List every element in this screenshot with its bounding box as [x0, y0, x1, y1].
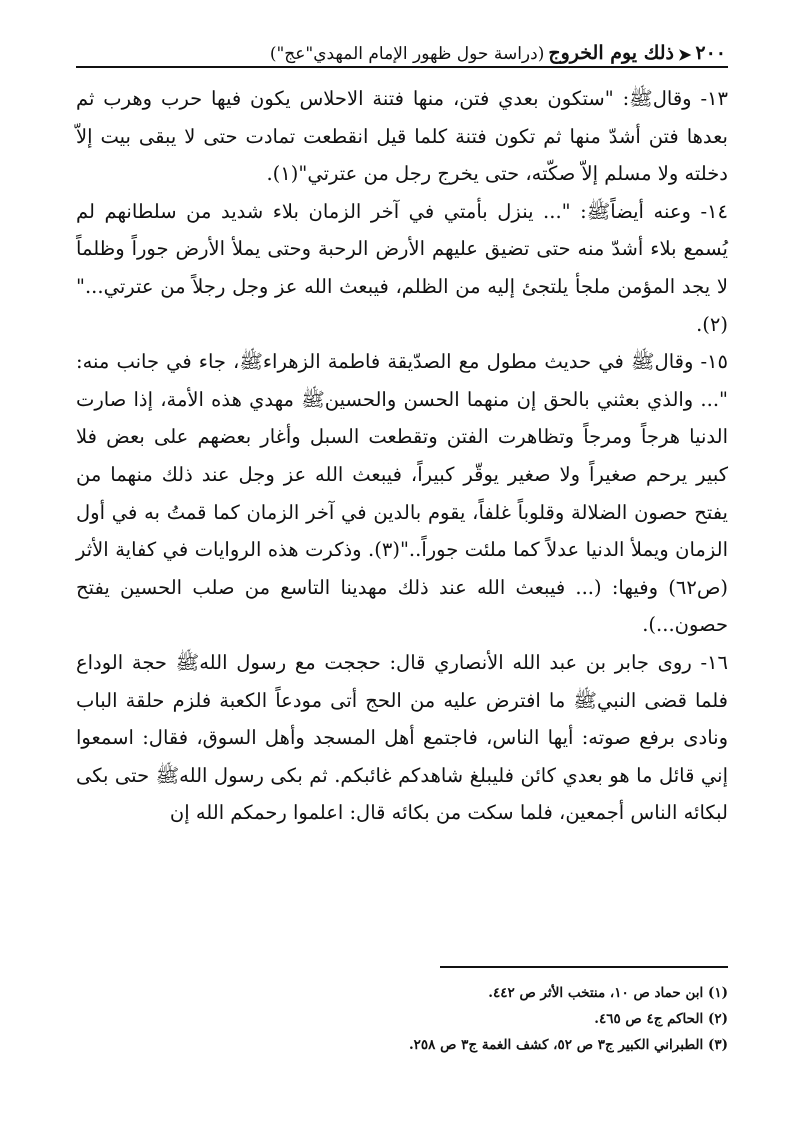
- footnotes: [76, 980, 728, 1058]
- header-divider: [76, 66, 728, 68]
- main-text: [76, 80, 728, 832]
- footnote-divider: [440, 966, 728, 968]
- paragraph-15: ١٥- وقالﷺ في حديث مطول مع الصدّيقة فاطمة الزهراءﷺ، جاء في جانب منه: "... والذي بعثني بالحق إن منهما الحسن والحسينﷺ مهدي هذه الأمة، إذا صارت الدنيا هرجاً ومرجاً وتظاهرت الفتن وتقطعت السبل وأغار بعضهم على بعض فلا كبير يرحم صغيراً ولا صغير يوقّر كبيراً، فيبعث الله عز وجل عند ذلك منهما من يفتح حصون الضلالة وقلوباً غلفاً، يقوم بالدين في آخر الزمان كما قمتُ به في أول الزمان ويملأ الدنيا عدلاً كما ملئت جوراً.."(٣). وذكرت هذه الروايات في كفاية الأثر (ص٦٢) وفيها: (... فيبعث الله عند ذلك مهدينا التاسع من صلب الحسين يفتح حصون...).: [76, 350, 728, 637]
- paragraph-13: ١٣- وقالﷺ: "ستكون بعدي فتن، منها فتنة الاحلاس يكون فيها حرب وهرب ثم بعدها فتن أشدّ منها ثم تكون فتنة كلما قيل انقطعت تمادت حتى لا يبقى بيت إلاّ دخلته ولا مسلم إلاّ صكّته، حتى يخرج رجل من عترتي"(١).: [76, 87, 728, 186]
- page-number: ٢٠٠: [695, 42, 726, 64]
- book-subtitle: (دراسة حول ظهور الإمام المهدي"عج"): [269, 44, 545, 64]
- arrow-icon: ➤: [677, 45, 692, 64]
- footnote-1: (١) ابن حماد ص ١٠، منتخب الأثر ص ٤٤٢.: [488, 985, 728, 1001]
- paragraph-16: ١٦- روى جابر بن عبد الله الأنصاري قال: حججت مع رسول اللهﷺ حجة الوداع فلما قضى النبيﷺ ما افترض عليه من الحج أتى مودعاً الكعبة فلزم حلقة الباب ونادى برفع صوته: أيها الناس، فاجتمع أهل المسجد وأهل السوق، فقال: اسمعوا إني قائل ما هو بعدي كائن فليبلغ شاهدكم غائبكم. ثم بكى رسول اللهﷺ حتى بكى لبكائه الناس أجمعين، فلما سكت من بكائه قال: اعلموا رحمكم الله إن: [76, 650, 728, 825]
- footnote-2: (٢) الحاكم ج٤ ص ٤٦٥.: [594, 1011, 728, 1027]
- book-title: ذلك يوم الخروج: [548, 42, 674, 64]
- footnote-3: (٣) الطبراني الكبير ج٣ ص ٥٢، كشف الغمة ج٣ ص ٢٥٨.: [408, 1037, 728, 1053]
- running-header: [269, 28, 726, 64]
- paragraph-14: ١٤- وعنه أيضاًﷺ: "... ينزل بأمتي في آخر الزمان بلاء شديد من سلطانهم لم يُسمع بلاء أشدّ منه حتى تضيق عليهم الأرض الرحبة وحتى يملأ الأرض جوراً وظلماً لا يجد المؤمن ملجأ يلتجئ إليه من الظلم، فيبعث الله عز وجل رجلاً من عترتي..."(٢).: [76, 199, 728, 336]
